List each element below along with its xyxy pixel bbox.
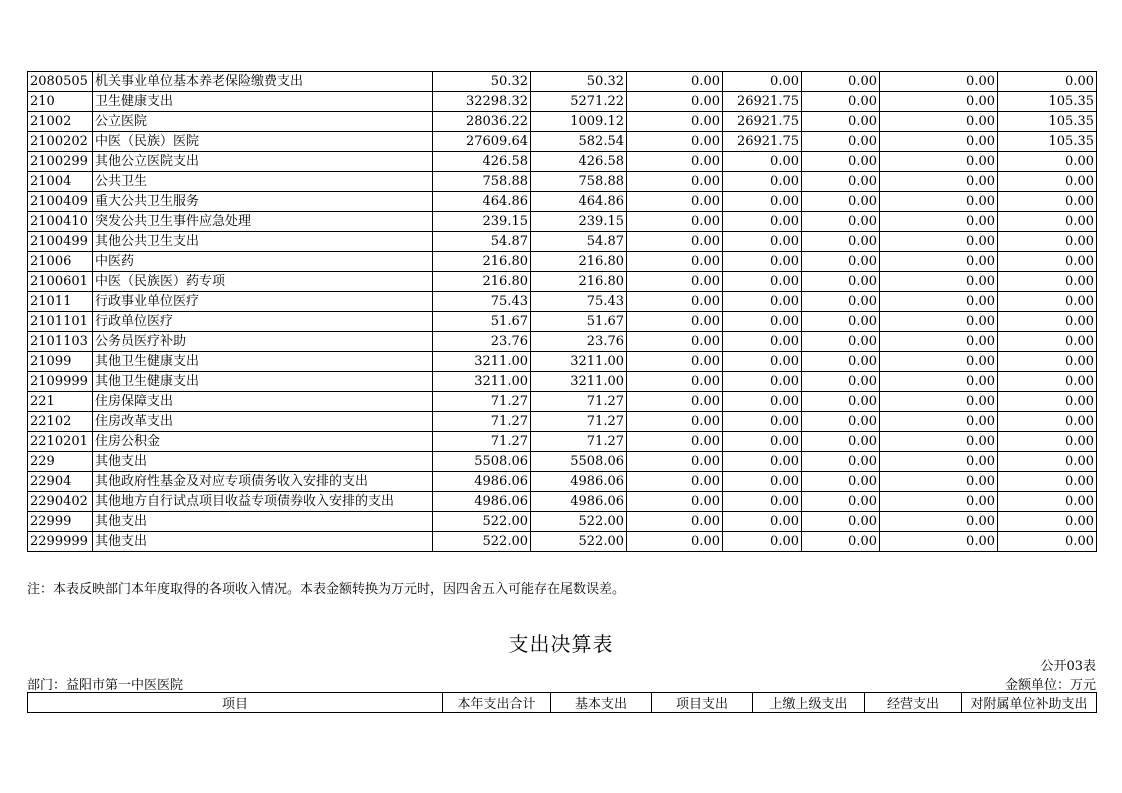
header-row <box>28 693 1097 713</box>
cell-code: 2100299 <box>28 152 93 172</box>
cell-code: 21006 <box>28 252 93 272</box>
cell-name: 公共卫生 <box>93 172 433 192</box>
table-row <box>28 532 1097 552</box>
cell-v2: 522.00 <box>531 512 627 532</box>
cell-name: 其他卫生健康支出 <box>93 372 433 392</box>
cell-v3: 0.00 <box>627 72 723 92</box>
cell-v3: 0.00 <box>627 352 723 372</box>
table-row <box>28 232 1097 252</box>
cell-v6: 0.00 <box>880 372 998 392</box>
cell-v3: 0.00 <box>627 172 723 192</box>
table-row <box>28 352 1097 372</box>
cell-v6: 0.00 <box>880 532 998 552</box>
cell-code: 21099 <box>28 352 93 372</box>
cell-v3: 0.00 <box>627 432 723 452</box>
cell-name: 其他支出 <box>93 512 433 532</box>
cell-code: 2210201 <box>28 432 93 452</box>
cell-v5: 0.00 <box>802 112 880 132</box>
table-row <box>28 132 1097 152</box>
cell-v2: 23.76 <box>531 332 627 352</box>
cell-v6: 0.00 <box>880 332 998 352</box>
cell-v2: 71.27 <box>531 432 627 452</box>
cell-v6: 0.00 <box>880 292 998 312</box>
cell-v5: 0.00 <box>802 472 880 492</box>
cell-v2: 464.86 <box>531 192 627 212</box>
cell-v3: 0.00 <box>627 112 723 132</box>
cell-v5: 0.00 <box>802 372 880 392</box>
cell-code: 22904 <box>28 472 93 492</box>
cell-v2: 522.00 <box>531 532 627 552</box>
cell-code: 2100202 <box>28 132 93 152</box>
cell-name: 其他支出 <box>93 452 433 472</box>
cell-v6: 0.00 <box>880 312 998 332</box>
cell-name: 机关事业单位基本养老保险缴费支出 <box>93 72 433 92</box>
cell-v1: 51.67 <box>433 312 531 332</box>
cell-code: 2109999 <box>28 372 93 392</box>
cell-v1: 23.76 <box>433 332 531 352</box>
cell-v5: 0.00 <box>802 532 880 552</box>
cell-code: 2290402 <box>28 492 93 512</box>
cell-name: 其他公立医院支出 <box>93 152 433 172</box>
table-note: 注：本表反映部门本年度取得的各项收入情况。本表金额转换为万元时，因四舍五入可能存在尾数误差。 <box>27 582 626 597</box>
table-row <box>28 332 1097 352</box>
cell-v7: 0.00 <box>998 532 1097 552</box>
table-row <box>28 152 1097 172</box>
cell-v1: 75.43 <box>433 292 531 312</box>
cell-v1: 3211.00 <box>433 352 531 372</box>
cell-v2: 54.87 <box>531 232 627 252</box>
cell-v2: 5508.06 <box>531 452 627 472</box>
cell-name: 其他支出 <box>93 532 433 552</box>
cell-v4: 0.00 <box>723 432 802 452</box>
cell-v3: 0.00 <box>627 152 723 172</box>
cell-v2: 3211.00 <box>531 352 627 372</box>
table-row <box>28 432 1097 452</box>
cell-v2: 71.27 <box>531 392 627 412</box>
page-title: 支出决算表 <box>508 632 614 656</box>
cell-v2: 239.15 <box>531 212 627 232</box>
cell-v5: 0.00 <box>802 192 880 212</box>
table-row <box>28 412 1097 432</box>
cell-v7: 105.35 <box>998 112 1097 132</box>
cell-name: 行政单位医疗 <box>93 312 433 332</box>
cell-v1: 522.00 <box>433 512 531 532</box>
cell-name: 公立医院 <box>93 112 433 132</box>
cell-v1: 27609.64 <box>433 132 531 152</box>
cell-v1: 5508.06 <box>433 452 531 472</box>
table-row <box>28 112 1097 132</box>
cell-v3: 0.00 <box>627 492 723 512</box>
cell-v3: 0.00 <box>627 312 723 332</box>
table-row <box>28 392 1097 412</box>
cell-v4: 0.00 <box>723 332 802 352</box>
cell-code: 21011 <box>28 292 93 312</box>
cell-name: 其他政府性基金及对应专项债务收入安排的支出 <box>93 472 433 492</box>
cell-v5: 0.00 <box>802 432 880 452</box>
cell-v7: 0.00 <box>998 352 1097 372</box>
table-row <box>28 192 1097 212</box>
cell-v1: 50.32 <box>433 72 531 92</box>
cell-v6: 0.00 <box>880 92 998 112</box>
cell-v2: 71.27 <box>531 412 627 432</box>
cell-v4: 26921.75 <box>723 92 802 112</box>
cell-v7: 0.00 <box>998 212 1097 232</box>
cell-v6: 0.00 <box>880 412 998 432</box>
cell-v7: 0.00 <box>998 472 1097 492</box>
cell-v6: 0.00 <box>880 392 998 412</box>
cell-name: 住房改革支出 <box>93 412 433 432</box>
cell-v5: 0.00 <box>802 132 880 152</box>
table-row <box>28 452 1097 472</box>
table-row <box>28 272 1097 292</box>
cell-v2: 51.67 <box>531 312 627 332</box>
cell-v7: 0.00 <box>998 312 1097 332</box>
cell-v2: 426.58 <box>531 152 627 172</box>
cell-v4: 0.00 <box>723 292 802 312</box>
cell-v2: 50.32 <box>531 72 627 92</box>
cell-code: 2100499 <box>28 232 93 252</box>
cell-code: 2100409 <box>28 192 93 212</box>
cell-v7: 0.00 <box>998 512 1097 532</box>
cell-v2: 4986.06 <box>531 472 627 492</box>
cell-v1: 71.27 <box>433 412 531 432</box>
cell-v1: 71.27 <box>433 392 531 412</box>
cell-v5: 0.00 <box>802 72 880 92</box>
cell-code: 229 <box>28 452 93 472</box>
cell-v3: 0.00 <box>627 412 723 432</box>
cell-v7: 105.35 <box>998 132 1097 152</box>
header-cell-basic: 基本支出 <box>551 693 652 713</box>
cell-v2: 216.80 <box>531 272 627 292</box>
header-cell-remit: 上缴上级支出 <box>753 693 865 713</box>
header-cell-business: 经营支出 <box>865 693 962 713</box>
table-row <box>28 292 1097 312</box>
cell-v6: 0.00 <box>880 452 998 472</box>
cell-v1: 758.88 <box>433 172 531 192</box>
cell-v6: 0.00 <box>880 172 998 192</box>
cell-name: 中医（民族）医院 <box>93 132 433 152</box>
cell-v3: 0.00 <box>627 532 723 552</box>
cell-code: 21002 <box>28 112 93 132</box>
cell-v4: 0.00 <box>723 152 802 172</box>
cell-v5: 0.00 <box>802 352 880 372</box>
unit-label: 金额单位：万元 <box>1004 678 1096 693</box>
cell-v3: 0.00 <box>627 132 723 152</box>
cell-v1: 3211.00 <box>433 372 531 392</box>
cell-name: 行政事业单位医疗 <box>93 292 433 312</box>
cell-v2: 216.80 <box>531 252 627 272</box>
cell-v2: 1009.12 <box>531 112 627 132</box>
cell-v7: 0.00 <box>998 232 1097 252</box>
table-row <box>28 172 1097 192</box>
cell-v6: 0.00 <box>880 352 998 372</box>
expenditure-header-table <box>27 692 1097 713</box>
cell-v6: 0.00 <box>880 192 998 212</box>
cell-v7: 0.00 <box>998 372 1097 392</box>
table-row <box>28 472 1097 492</box>
cell-v1: 464.86 <box>433 192 531 212</box>
cell-name: 突发公共卫生事件应急处理 <box>93 212 433 232</box>
cell-v3: 0.00 <box>627 272 723 292</box>
cell-name: 其他卫生健康支出 <box>93 352 433 372</box>
cell-v3: 0.00 <box>627 192 723 212</box>
cell-v3: 0.00 <box>627 252 723 272</box>
cell-v7: 0.00 <box>998 272 1097 292</box>
cell-v4: 0.00 <box>723 312 802 332</box>
cell-v7: 0.00 <box>998 192 1097 212</box>
cell-v4: 0.00 <box>723 192 802 212</box>
department-label: 部门：益阳市第一中医医院 <box>27 678 184 693</box>
cell-v2: 582.54 <box>531 132 627 152</box>
table-row <box>28 72 1097 92</box>
cell-name: 其他公共卫生支出 <box>93 232 433 252</box>
cell-v4: 0.00 <box>723 232 802 252</box>
cell-v5: 0.00 <box>802 312 880 332</box>
cell-v3: 0.00 <box>627 372 723 392</box>
cell-v4: 0.00 <box>723 512 802 532</box>
cell-name: 卫生健康支出 <box>93 92 433 112</box>
cell-v1: 426.58 <box>433 152 531 172</box>
cell-v7: 0.00 <box>998 492 1097 512</box>
cell-v3: 0.00 <box>627 452 723 472</box>
cell-v2: 4986.06 <box>531 492 627 512</box>
cell-v2: 75.43 <box>531 292 627 312</box>
cell-v6: 0.00 <box>880 472 998 492</box>
cell-code: 2299999 <box>28 532 93 552</box>
cell-v1: 216.80 <box>433 272 531 292</box>
cell-v6: 0.00 <box>880 512 998 532</box>
cell-v5: 0.00 <box>802 92 880 112</box>
cell-v4: 26921.75 <box>723 112 802 132</box>
cell-v3: 0.00 <box>627 92 723 112</box>
cell-name: 住房保障支出 <box>93 392 433 412</box>
cell-code: 2101101 <box>28 312 93 332</box>
cell-v7: 0.00 <box>998 412 1097 432</box>
cell-name: 公务员医疗补助 <box>93 332 433 352</box>
cell-v4: 0.00 <box>723 372 802 392</box>
header-cell-item: 项目 <box>28 693 443 713</box>
cell-v5: 0.00 <box>802 152 880 172</box>
cell-v7: 0.00 <box>998 332 1097 352</box>
cell-v4: 0.00 <box>723 212 802 232</box>
cell-v1: 32298.32 <box>433 92 531 112</box>
cell-v5: 0.00 <box>802 292 880 312</box>
cell-name: 住房公积金 <box>93 432 433 452</box>
cell-v5: 0.00 <box>802 212 880 232</box>
cell-v4: 26921.75 <box>723 132 802 152</box>
cell-code: 2100410 <box>28 212 93 232</box>
cell-v4: 0.00 <box>723 72 802 92</box>
cell-v4: 0.00 <box>723 472 802 492</box>
header-cell-subsidy: 对附属单位补助支出 <box>962 693 1097 713</box>
cell-code: 22102 <box>28 412 93 432</box>
cell-v6: 0.00 <box>880 272 998 292</box>
cell-v3: 0.00 <box>627 212 723 232</box>
cell-v4: 0.00 <box>723 412 802 432</box>
table-row <box>28 372 1097 392</box>
table-row <box>28 492 1097 512</box>
cell-v4: 0.00 <box>723 452 802 472</box>
cell-v7: 0.00 <box>998 452 1097 472</box>
cell-v2: 5271.22 <box>531 92 627 112</box>
cell-v3: 0.00 <box>627 472 723 492</box>
cell-code: 21004 <box>28 172 93 192</box>
cell-v4: 0.00 <box>723 492 802 512</box>
cell-v6: 0.00 <box>880 492 998 512</box>
cell-v6: 0.00 <box>880 432 998 452</box>
cell-v6: 0.00 <box>880 112 998 132</box>
cell-v4: 0.00 <box>723 172 802 192</box>
cell-v3: 0.00 <box>627 332 723 352</box>
cell-v6: 0.00 <box>880 232 998 252</box>
cell-v6: 0.00 <box>880 132 998 152</box>
table-row <box>28 92 1097 112</box>
cell-name: 中医（民族医）药专项 <box>93 272 433 292</box>
cell-v5: 0.00 <box>802 392 880 412</box>
cell-v2: 758.88 <box>531 172 627 192</box>
table-code: 公开03表 <box>1040 659 1096 674</box>
cell-v1: 522.00 <box>433 532 531 552</box>
table-row <box>28 252 1097 272</box>
cell-v5: 0.00 <box>802 252 880 272</box>
cell-v1: 239.15 <box>433 212 531 232</box>
cell-name: 中医药 <box>93 252 433 272</box>
cell-code: 210 <box>28 92 93 112</box>
cell-code: 2080505 <box>28 72 93 92</box>
header-cell-total: 本年支出合计 <box>443 693 551 713</box>
cell-v4: 0.00 <box>723 252 802 272</box>
cell-v5: 0.00 <box>802 232 880 252</box>
cell-v7: 0.00 <box>998 172 1097 192</box>
income-table <box>27 71 1097 552</box>
cell-v3: 0.00 <box>627 512 723 532</box>
cell-v5: 0.00 <box>802 492 880 512</box>
cell-v7: 0.00 <box>998 392 1097 412</box>
cell-v1: 4986.06 <box>433 492 531 512</box>
cell-v3: 0.00 <box>627 232 723 252</box>
cell-v5: 0.00 <box>802 412 880 432</box>
cell-name: 其他地方自行试点项目收益专项债券收入安排的支出 <box>93 492 433 512</box>
cell-v7: 0.00 <box>998 292 1097 312</box>
cell-code: 221 <box>28 392 93 412</box>
cell-v5: 0.00 <box>802 332 880 352</box>
cell-v3: 0.00 <box>627 292 723 312</box>
table-row <box>28 212 1097 232</box>
cell-v5: 0.00 <box>802 452 880 472</box>
cell-v7: 0.00 <box>998 252 1097 272</box>
cell-v7: 105.35 <box>998 92 1097 112</box>
cell-v5: 0.00 <box>802 172 880 192</box>
cell-v1: 28036.22 <box>433 112 531 132</box>
cell-v7: 0.00 <box>998 152 1097 172</box>
cell-v7: 0.00 <box>998 72 1097 92</box>
cell-v1: 71.27 <box>433 432 531 452</box>
cell-v5: 0.00 <box>802 512 880 532</box>
cell-v2: 3211.00 <box>531 372 627 392</box>
cell-v4: 0.00 <box>723 532 802 552</box>
cell-code: 2101103 <box>28 332 93 352</box>
cell-v4: 0.00 <box>723 272 802 292</box>
cell-v1: 54.87 <box>433 232 531 252</box>
table-row <box>28 312 1097 332</box>
cell-code: 22999 <box>28 512 93 532</box>
cell-v5: 0.00 <box>802 272 880 292</box>
cell-v6: 0.00 <box>880 72 998 92</box>
cell-v6: 0.00 <box>880 252 998 272</box>
cell-v4: 0.00 <box>723 352 802 372</box>
cell-name: 重大公共卫生服务 <box>93 192 433 212</box>
cell-v7: 0.00 <box>998 432 1097 452</box>
cell-code: 2100601 <box>28 272 93 292</box>
cell-v3: 0.00 <box>627 392 723 412</box>
cell-v1: 216.80 <box>433 252 531 272</box>
cell-v4: 0.00 <box>723 392 802 412</box>
header-cell-project: 项目支出 <box>652 693 753 713</box>
cell-v6: 0.00 <box>880 212 998 232</box>
cell-v6: 0.00 <box>880 152 998 172</box>
table-row <box>28 512 1097 532</box>
cell-v1: 4986.06 <box>433 472 531 492</box>
